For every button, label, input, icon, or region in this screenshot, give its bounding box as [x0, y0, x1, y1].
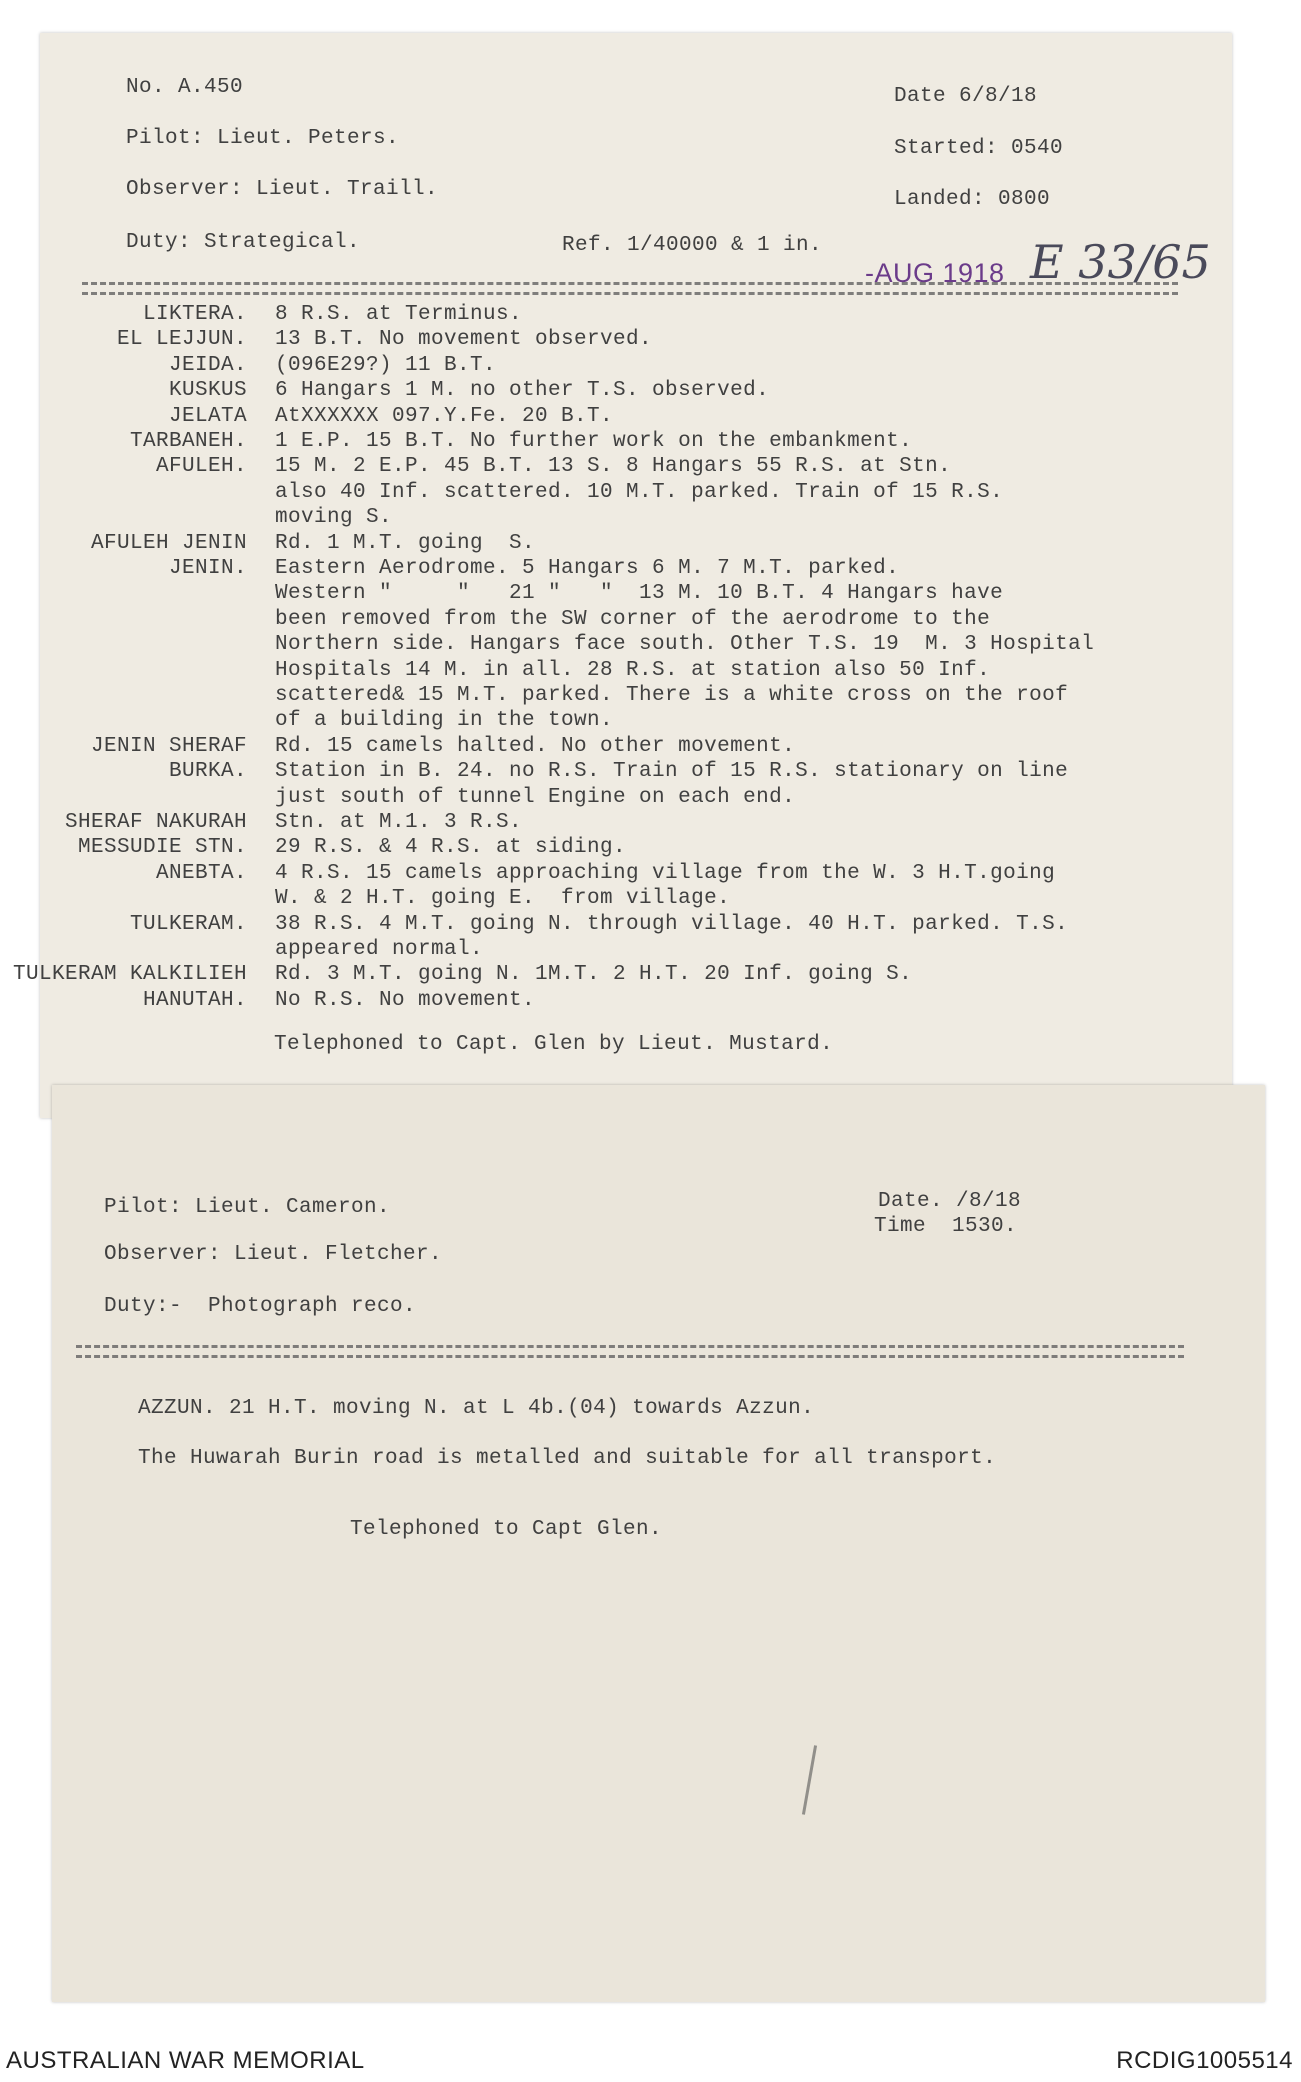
entry-text: No R.S. No movement.	[275, 989, 536, 1012]
entry-location: LIKTERA.	[142, 303, 247, 326]
entry-text: Hospitals 14 M. in all. 28 R.S. at station also 50 Inf.	[275, 659, 991, 682]
entry-location: TARBANEH.	[129, 430, 247, 453]
entry-location: KUSKUS	[168, 379, 247, 402]
entry-text: 38 R.S. 4 M.T. going N. through village. 40 H.T. parked. T.S.	[275, 913, 1069, 936]
started-line: Started: 0540	[894, 137, 1064, 160]
entry-location: JEIDA.	[168, 354, 247, 377]
observer-line-2: Observer: Lieut. Fletcher.	[104, 1243, 443, 1266]
entry-text: Rd. 3 M.T. going N. 1M.T. 2 H.T. 20 Inf. going S.	[275, 963, 913, 986]
separator-line	[82, 282, 1178, 295]
entry-location: AFULEH JENIN	[90, 532, 247, 555]
entry-text: Rd. 1 M.T. going S.	[275, 532, 536, 555]
entry-text: AtXXXXXX 097.Y.Fe. 20 B.T.	[275, 405, 614, 428]
entry-location: JELATA	[168, 405, 247, 428]
entry-location: TULKERAM.	[129, 913, 247, 936]
entry-text: W. & 2 H.T. going E. from village.	[275, 887, 731, 910]
entry-location: TULKERAM KALKILIEH	[12, 963, 247, 986]
separator-line-2	[76, 1345, 1184, 1358]
entry-text: appeared normal.	[275, 938, 484, 961]
report-number: No. A.450	[126, 76, 244, 99]
entry-location: JENIN SHERAF	[90, 735, 247, 758]
entry-text: scattered& 15 M.T. parked. There is a white cross on the roof	[275, 684, 1069, 707]
entry-text: Station in B. 24. no R.S. Train of 15 R.S. stationary on line	[275, 760, 1069, 783]
entry-text: 13 B.T. No movement observed.	[275, 328, 653, 351]
entry-location: SHERAF NAKURAH	[64, 811, 247, 834]
telephoned-note-2: Telephoned to Capt Glen.	[350, 1518, 663, 1541]
entry-text: of a building in the town.	[275, 709, 614, 732]
entry-text: 6 Hangars 1 M. no other T.S. observed.	[275, 379, 770, 402]
institution-credit: AUSTRALIAN WAR MEMORIAL	[6, 2047, 365, 2074]
entry-text: just south of tunnel Engine on each end.	[275, 786, 796, 809]
entry-location: HANUTAH.	[142, 989, 247, 1012]
entry-text: moving S.	[275, 506, 393, 529]
pilot-line-2: Pilot: Lieut. Cameron.	[104, 1196, 391, 1219]
entry-location: JENIN.	[168, 557, 247, 580]
entry-text: 15 M. 2 E.P. 45 B.T. 13 S. 8 Hangars 55 R.S. at Stn.	[275, 455, 952, 478]
entry-text: Stn. at M.1. 3 R.S.	[275, 811, 523, 834]
date-line-2: Date. /8/18	[878, 1190, 1022, 1213]
entry-text: (096E29?) 11 B.T.	[275, 354, 497, 377]
report2-line: AZZUN. 21 H.T. moving N. at L 4b.(04) towards Azzun.	[138, 1397, 815, 1420]
handwritten-file-mark: E 33/65	[1030, 235, 1211, 289]
entry-text: 1 E.P. 15 B.T. No further work on the embankment.	[275, 430, 913, 453]
duty-line: Duty: Strategical.	[126, 231, 361, 254]
entry-text: 4 R.S. 15 camels approaching village from the W. 3 H.T.going	[275, 862, 1056, 885]
entry-location: ANEBTA.	[155, 862, 247, 885]
entry-text: also 40 Inf. scattered. 10 M.T. parked. Train of 15 R.S.	[275, 481, 1004, 504]
time-line-2: Time 1530.	[874, 1215, 1018, 1238]
entry-location: BURKA.	[168, 760, 247, 783]
reference-line: Ref. 1/40000 & 1 in.	[562, 234, 823, 257]
entry-text: Rd. 15 camels halted. No other movement.	[275, 735, 796, 758]
date-received-stamp: -AUG 1918	[865, 258, 1005, 288]
telephoned-note: Telephoned to Capt. Glen by Lieut. Mustard.	[274, 1033, 834, 1056]
entry-text: Western " " 21 " " 13 M. 10 B.T. 4 Hangars have	[275, 582, 1004, 605]
entry-text: Northern side. Hangars face south. Other T.S. 19 M. 3 Hospital	[275, 633, 1095, 656]
entry-text: Eastern Aerodrome. 5 Hangars 6 M. 7 M.T. parked.	[275, 557, 900, 580]
report-sheet-2	[52, 1085, 1265, 2002]
entry-text: 8 R.S. at Terminus.	[275, 303, 523, 326]
entry-text: 29 R.S. & 4 R.S. at siding.	[275, 836, 627, 859]
catalogue-id: RCDIG1005514	[1116, 2047, 1293, 2074]
report2-line: The Huwarah Burin road is metalled and suitable for all transport.	[138, 1447, 997, 1470]
entry-location: EL LEJJUN.	[116, 328, 247, 351]
entry-location: MESSUDIE STN.	[77, 836, 247, 859]
date-line: Date 6/8/18	[894, 85, 1038, 108]
observer-line: Observer: Lieut. Traill.	[126, 178, 439, 201]
entry-text: been removed from the SW corner of the aerodrome to the	[275, 608, 991, 631]
entry-location: AFULEH.	[155, 455, 247, 478]
pilot-line: Pilot: Lieut. Peters.	[126, 127, 400, 150]
landed-line: Landed: 0800	[894, 188, 1051, 211]
duty-line-2: Duty:- Photograph reco.	[104, 1295, 417, 1318]
